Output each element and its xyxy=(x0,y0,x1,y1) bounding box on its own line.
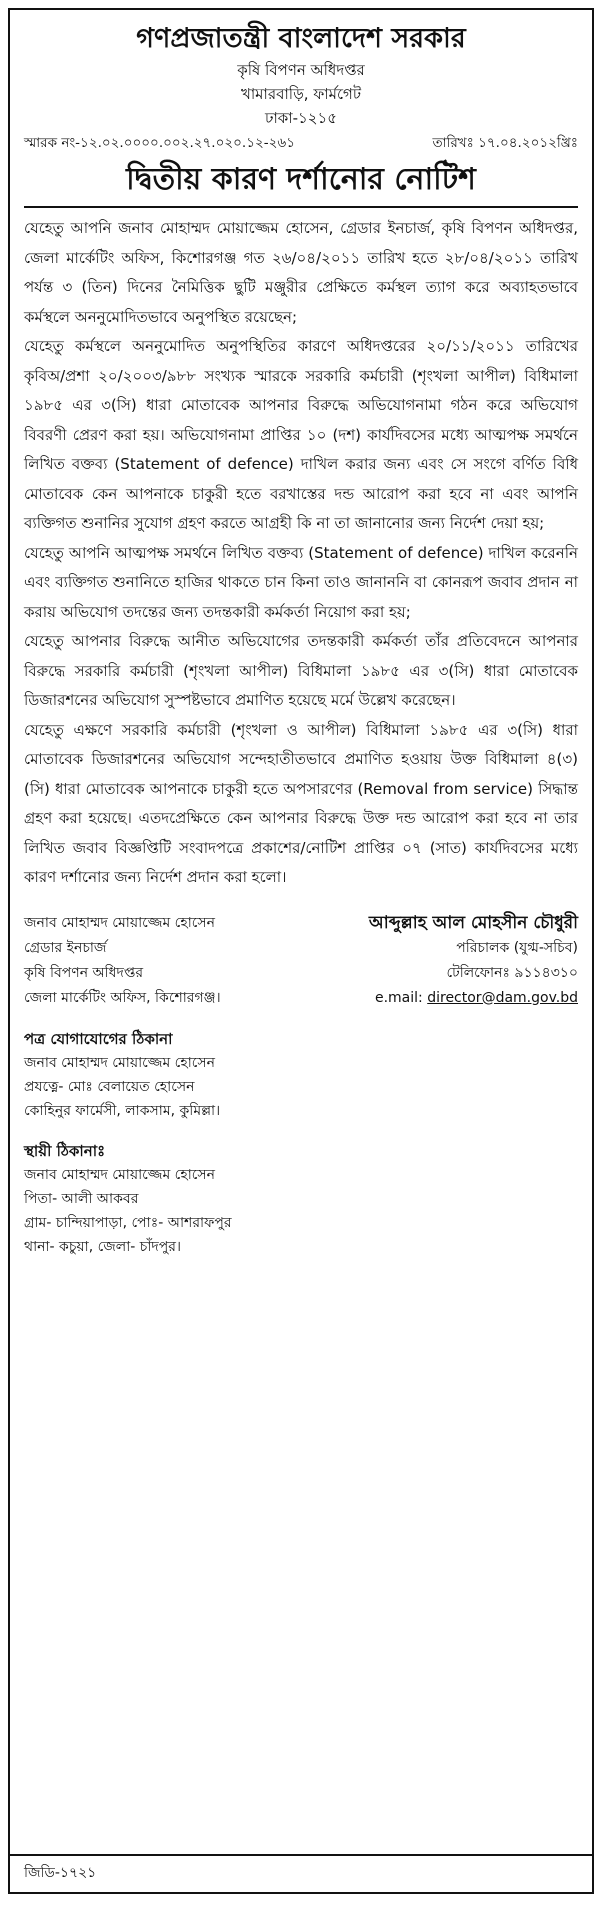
signatory-phone: টেলিফোনঃ ৯১১৪৩১০ xyxy=(446,964,578,981)
email-label: e.mail: xyxy=(374,989,428,1006)
letterhead xyxy=(24,20,578,130)
correspondence-heading: পত্র যোগাযোগের ঠিকানা xyxy=(24,1029,173,1048)
notice-document xyxy=(8,8,594,1894)
government-title: গণপ্রজাতন্ত্রী বাংলাদেশ সরকার xyxy=(136,23,466,54)
recipient-office: জেলা মার্কেটিং অফিস, কিশোরগঞ্জ। xyxy=(24,989,221,1006)
notice-body xyxy=(24,214,578,893)
footer-code-bar xyxy=(10,1854,592,1892)
body-paragraph: যেহেতু এক্ষণে সরকারি কর্মচারী (শৃংখলা ও আপীল) বিধিমালা ১৯৮৫ এর ৩(সি) ধারা মোতাবেক ডিজারশনের অভিযোগ সন্দেহাতীতভাবে প্রমাণিত হওয়ায় উক্ত বিধিমালা ৪(৩) (সি) ধারা মোতাবেক আপনাকে চাকুরী হতে অপসারণের (Removal from service) সিদ্ধান্ত গ্রহণ করা হয়েছে। এতদপ্রেক্ষিতে কেন আপনার বিরুদ্ধে উক্ত দন্ড আরোপ করা হবে না তার লিখিত জবাব বিজ্ঞপ্তিটি সংবাদপত্রে প্রকাশের/নোটিশ প্রাপ্তির ০৭ (সাত) কার্যদিবসের মধ্যে কারণ দর্শানোর জন্য নির্দেশ প্রদান করা হলো। xyxy=(24,720,578,886)
body-paragraph: যেহেতু কর্মস্থলে অননুমোদিত অনুপস্থিতির কারণে অধিদপ্তরের ২০/১১/২০১১ তারিখের কৃবিঅ/প্রশা ২০/২০০৩/৯৮৮ সংখ্যক স্মারকে সরকারি কর্মচারী (শৃংখলা আপীল) বিধিমালা ১৯৮৫ এর ৩(সি) ধারা মোতাবেক আপনার বিরুদ্ধে অভিযোগনামা গঠন করে অভিযোগ বিবরণী প্রেরণ করা হয়। অভিযোগনামা প্রাপ্তির ১০ (দশ) কার্যদিবসের মধ্যে আত্মপক্ষ সমর্থনে লিখিত বক্তব্য (Statement of defence) দাখিল করার জন্য এবং সে সংগে বর্ণিত বিধি মোতাবেক কেন আপনাকে চাকুরী হতে বরখাস্তের দন্ড আরোপ করা হবে না এবং আপনি ব্যক্তিগত শুনানির সুযোগ গ্রহণ করতে আগ্রহী কি না তা জানানোর জন্য নির্দেশ দেয়া হয়; xyxy=(24,337,578,532)
address-line: থানা- কচুয়া, জেলা- চাঁদপুর। xyxy=(24,1238,181,1255)
address-line: জনাব মোহাম্মদ মোয়াজ্জেম হোসেন xyxy=(24,1166,215,1183)
reference-row xyxy=(24,132,578,154)
signature-block xyxy=(24,911,578,1011)
signatory-email-row xyxy=(369,986,578,1011)
body-paragraph: যেহেতু আপনার বিরুদ্ধে আনীত অভিযোগের তদন্তকারী কর্মকর্তা তাঁর প্রতিবেদনে আপনার বিরুদ্ধে সরকারি কর্মচারী (শৃংখলা আপীল) বিধিমালা ১৯৮৫ এর ৩(সি) ধারা মোতাবেক ডিজারশনের অভিযোগ সুস্পষ্টভাবে প্রমাণিত হয়েছে মর্মে উল্লেখ করেছেন। xyxy=(24,632,578,709)
address-line: প্রযত্নে- মোঃ বেলায়েত হোসেন xyxy=(24,1078,195,1095)
recipient-block xyxy=(24,911,221,1011)
memo-date: তারিখঃ ১৭.০৪.২০১২খ্রিঃ xyxy=(432,135,578,151)
office-location: খামারবাড়ি, ফার্মগেট xyxy=(240,85,362,103)
signatory-designation: পরিচালক (যুগ্ম-সচিব) xyxy=(456,939,578,956)
recipient-designation: গ্রেডার ইনচার্জ xyxy=(24,939,107,956)
permanent-heading: স্থায়ী ঠিকানাঃ xyxy=(24,1141,106,1160)
signatory-name: আব্দুল্লাহ আল মোহসীন চৌধুরী xyxy=(368,912,578,933)
address-line: জনাব মোহাম্মদ মোয়াজ্জেম হোসেন xyxy=(24,1054,215,1071)
department-name: কৃষি বিপণন অধিদপ্তর xyxy=(237,61,365,79)
email-link[interactable]: director@dam.gov.bd xyxy=(427,989,578,1006)
address-line: পিতা- আলী আকবর xyxy=(24,1190,139,1207)
notice-title: দ্বিতীয় কারণ দর্শানোর নোটিশ xyxy=(24,158,578,208)
address-line: কোহিনুর ফার্মেসী, লাকসাম, কুমিল্লা। xyxy=(24,1102,221,1119)
recipient-department: কৃষি বিপণন অধিদপ্তর xyxy=(24,964,144,981)
office-city: ঢাকা-১২১৫ xyxy=(264,109,338,127)
memo-number: স্মারক নং-১২.০২.০০০০.০০২.২৭.০২০.১২-২৬১ xyxy=(24,135,295,151)
address-line: গ্রাম- চান্দিয়াপাড়া, পোঃ- আশরাফপুর xyxy=(24,1214,232,1231)
recipient-name: জনাব মোহাম্মদ মোয়াজ্জেম হোসেন xyxy=(24,914,215,931)
permanent-address xyxy=(24,1139,578,1259)
gd-code: জিডি-১৭২১ xyxy=(24,1865,97,1881)
body-paragraph: যেহেতু আপনি জনাব মোহাম্মদ মোয়াজ্জেম হোসেন, গ্রেডার ইনচার্জ, কৃষি বিপণন অধিদপ্তর, জেলা মার্কেটিং অফিস, কিশোরগঞ্জ গত ২৬/০৪/২০১১ তারিখ হতে ২৮/০৪/২০১১ তারিখ পর্যন্ত ৩ (তিন) দিনের নৈমিত্তিক ছুটি মঞ্জুরীর প্রেক্ষিতে কর্মস্থল ত্যাগ করে অব্যাহতভাবে কর্মস্থলে অননুমোদিতভাবে অনুপস্থিত রয়েছেন; xyxy=(24,219,578,326)
body-paragraph: যেহেতু আপনি আত্মপক্ষ সমর্থনে লিখিত বক্তব্য (Statement of defence) দাখিল করেননি এবং ব্যক্তিগত শুনানিতে হাজির থাকতে চান কিনা তাও জানাননি বা কোনরূপ জবাব প্রদান না করায় অভিযোগ তদন্তের জন্য তদন্তকারী কর্মকর্তা নিয়োগ করা হয়; xyxy=(24,543,578,621)
signatory-block xyxy=(369,911,578,1011)
correspondence-address xyxy=(24,1027,578,1123)
